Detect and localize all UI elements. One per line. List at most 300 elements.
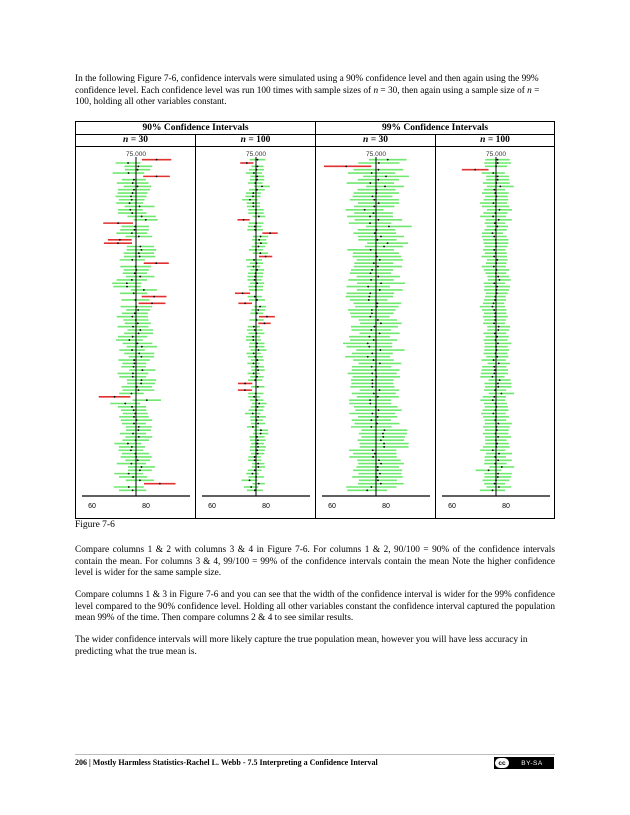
cc-license-badge[interactable] xyxy=(494,757,554,769)
sample-mean-point xyxy=(384,429,386,431)
sample-mean-point xyxy=(153,296,155,298)
sample-mean-point xyxy=(129,209,131,211)
sample-mean-point xyxy=(140,383,142,385)
sample-mean-point xyxy=(493,256,495,258)
sample-mean-point xyxy=(257,159,259,161)
sample-mean-point xyxy=(259,306,261,308)
axis-tick-label: 60 xyxy=(328,503,336,510)
sample-mean-point xyxy=(370,426,372,428)
sample-mean-point xyxy=(377,476,379,478)
sample-mean-point xyxy=(133,366,135,368)
sample-mean-point xyxy=(260,236,262,238)
sample-mean-point xyxy=(257,165,259,167)
axis-tick-label: 80 xyxy=(262,503,270,510)
sample-mean-point xyxy=(377,276,379,278)
sample-mean-point xyxy=(130,196,132,198)
sample-mean-point xyxy=(131,393,133,395)
sample-mean-point xyxy=(494,483,496,485)
sample-mean-point xyxy=(493,302,495,304)
sample-mean-point xyxy=(131,232,133,234)
sample-mean-point xyxy=(497,179,499,181)
sample-mean-point xyxy=(260,242,262,244)
sample-mean-point xyxy=(370,486,372,488)
sample-mean-point xyxy=(141,346,143,348)
sample-mean-point xyxy=(380,439,382,441)
sample-mean-point xyxy=(130,449,132,451)
sample-mean-point xyxy=(131,406,133,408)
sample-mean-point xyxy=(138,429,140,431)
sample-mean-point xyxy=(372,456,374,458)
group-header-90: 90% Confidence Intervals xyxy=(142,123,249,133)
sample-mean-point xyxy=(377,416,379,418)
sample-mean-point xyxy=(256,269,258,271)
sample-mean-point xyxy=(256,282,258,284)
sample-mean-point xyxy=(382,433,384,435)
sample-mean-point xyxy=(131,446,133,448)
sample-mean-point xyxy=(369,216,371,218)
sample-mean-point xyxy=(380,236,382,238)
true-mean-label: 75.000 xyxy=(126,151,146,158)
sample-mean-point xyxy=(493,236,495,238)
sample-mean-point xyxy=(131,259,133,261)
sample-mean-point xyxy=(497,175,499,177)
sample-mean-point xyxy=(256,449,258,451)
col-header-2: n = 100 xyxy=(240,135,271,145)
sample-mean-point xyxy=(126,286,128,288)
sample-mean-point xyxy=(117,242,119,244)
ci-panel-99-n30 xyxy=(322,148,430,514)
sample-mean-point xyxy=(497,383,499,385)
sample-mean-point xyxy=(374,326,376,328)
axis-tick-label: 60 xyxy=(448,503,456,510)
sample-mean-point xyxy=(132,336,134,338)
sample-mean-point xyxy=(373,199,375,201)
sample-mean-point xyxy=(243,219,245,221)
sample-mean-point xyxy=(499,185,501,187)
compare-paragraph-1: Compare columns 1 & 2 with columns 3 & 4 in Figure 7-6. For columns 1 & 2, 90/100 = 90% of the confidence intervals contain the mean. For columns 3 & 4, 99/100 = 99% of the confidence intervals contain the mean Note the higher confidence level is wider for the same sample size. xyxy=(75,545,555,579)
sample-mean-point xyxy=(146,399,148,401)
sample-mean-point xyxy=(132,182,134,184)
sample-mean-point xyxy=(252,339,254,341)
sample-mean-point xyxy=(377,396,379,398)
sample-mean-point xyxy=(494,332,496,334)
sample-mean-point xyxy=(133,179,135,181)
sample-mean-point xyxy=(254,456,256,458)
sample-mean-point xyxy=(131,349,133,351)
sample-mean-point xyxy=(252,336,254,338)
sample-mean-point xyxy=(254,279,256,281)
sample-mean-point xyxy=(492,413,494,415)
sample-mean-point xyxy=(371,366,373,368)
sample-mean-point xyxy=(364,209,366,211)
sample-mean-point xyxy=(380,349,382,351)
sample-mean-point xyxy=(128,339,130,341)
cc-icon: cc xyxy=(495,758,509,768)
sample-mean-point xyxy=(137,169,139,171)
axis-tick-label: 80 xyxy=(382,503,390,510)
ci-panel-90-n100 xyxy=(202,148,310,514)
sample-mean-point xyxy=(377,266,379,268)
sample-mean-point xyxy=(138,332,140,334)
sample-mean-point xyxy=(257,366,259,368)
sample-mean-point xyxy=(498,326,500,328)
sample-mean-point xyxy=(257,406,259,408)
sample-mean-point xyxy=(499,209,501,211)
sample-mean-point xyxy=(128,172,130,174)
sample-mean-point xyxy=(256,359,258,361)
sample-mean-point xyxy=(372,413,374,415)
sample-mean-point xyxy=(382,436,384,438)
sample-mean-point xyxy=(131,279,133,281)
sample-mean-point xyxy=(256,175,258,177)
sample-mean-point xyxy=(383,446,385,448)
sample-mean-point xyxy=(377,469,379,471)
col-header-4: n = 100 xyxy=(480,135,510,145)
sample-mean-point xyxy=(253,352,255,354)
sample-mean-point xyxy=(139,329,141,331)
sample-mean-point xyxy=(379,473,381,475)
conclusion-paragraph: The wider confidence intervals will more likely capture the true population mean, however you will have less accuracy in predicting what the true mean is. xyxy=(75,635,528,657)
sample-mean-point xyxy=(266,316,268,318)
sample-mean-point xyxy=(257,416,259,418)
sample-mean-point xyxy=(372,196,374,198)
sample-mean-point xyxy=(371,309,373,311)
sample-mean-point xyxy=(138,389,140,391)
sample-mean-point xyxy=(380,463,382,465)
sample-mean-point xyxy=(369,316,371,318)
sample-mean-point xyxy=(257,443,259,445)
sample-mean-point xyxy=(492,399,494,401)
sample-mean-point xyxy=(139,246,141,248)
sample-mean-point xyxy=(260,433,262,435)
sample-mean-point xyxy=(137,342,139,344)
sample-mean-point xyxy=(493,266,495,268)
col-divider-3 xyxy=(435,134,436,518)
sample-mean-point xyxy=(369,403,371,405)
sample-mean-point xyxy=(127,443,129,445)
sample-mean-point xyxy=(252,426,254,428)
sample-mean-point xyxy=(370,329,372,331)
sample-mean-point xyxy=(132,489,134,491)
sample-mean-point xyxy=(242,292,244,294)
sample-mean-point xyxy=(141,249,143,251)
sample-mean-point xyxy=(378,202,380,204)
sample-mean-point xyxy=(133,423,135,425)
sample-mean-point xyxy=(498,453,500,455)
sample-mean-point xyxy=(257,446,259,448)
true-mean-label: 75.000 xyxy=(246,151,266,158)
sample-mean-point xyxy=(496,336,498,338)
sample-mean-point xyxy=(156,159,158,161)
figure-7-6-table xyxy=(75,121,555,519)
sample-mean-point xyxy=(345,165,347,167)
sample-mean-point xyxy=(253,373,255,375)
sample-mean-point xyxy=(258,403,260,405)
sample-mean-point xyxy=(377,466,379,468)
sample-mean-point xyxy=(257,466,259,468)
sample-mean-point xyxy=(254,469,256,471)
axis-tick-label: 80 xyxy=(142,503,150,510)
sample-mean-point xyxy=(133,189,135,191)
sample-mean-point xyxy=(367,286,369,288)
sample-mean-point xyxy=(493,396,495,398)
sample-mean-point xyxy=(367,342,369,344)
sample-mean-point xyxy=(257,439,259,441)
sample-mean-point xyxy=(133,416,135,418)
sample-mean-point xyxy=(253,326,255,328)
sample-mean-point xyxy=(254,459,256,461)
sample-mean-point xyxy=(159,483,161,485)
sample-mean-point xyxy=(497,436,499,438)
axis-tick-label: 80 xyxy=(502,503,510,510)
sample-mean-point xyxy=(497,423,499,425)
sample-mean-point xyxy=(377,319,379,321)
sample-mean-point xyxy=(379,259,381,261)
sample-mean-point xyxy=(258,216,260,218)
sample-mean-point xyxy=(133,292,135,294)
sample-mean-point xyxy=(492,172,494,174)
sample-mean-point xyxy=(254,329,256,331)
footer-rule xyxy=(75,754,555,755)
sample-mean-point xyxy=(372,449,374,451)
sample-mean-point xyxy=(252,192,254,194)
sample-mean-point xyxy=(497,473,499,475)
sample-mean-point xyxy=(129,202,131,204)
sample-mean-point xyxy=(372,386,374,388)
sample-mean-point xyxy=(498,279,500,281)
sample-mean-point xyxy=(497,276,499,278)
sample-mean-point xyxy=(498,219,500,221)
sample-mean-point xyxy=(376,302,378,304)
sample-mean-point xyxy=(378,162,380,164)
sample-mean-point xyxy=(499,379,501,381)
sample-mean-point xyxy=(496,356,498,358)
sample-mean-point xyxy=(370,249,372,251)
sample-mean-point xyxy=(379,389,381,391)
sample-mean-point xyxy=(137,165,139,167)
sample-mean-point xyxy=(385,175,387,177)
figure-caption: Figure 7-6 xyxy=(75,520,115,530)
sample-mean-point xyxy=(493,359,495,361)
sample-mean-point xyxy=(139,469,141,471)
sample-mean-point xyxy=(373,339,375,341)
sample-mean-point xyxy=(269,232,271,234)
sample-mean-point xyxy=(257,386,259,388)
sample-mean-point xyxy=(133,363,135,365)
sample-mean-point xyxy=(258,483,260,485)
sample-mean-point xyxy=(250,486,252,488)
sample-mean-point xyxy=(252,473,254,475)
sample-mean-point xyxy=(258,349,260,351)
sample-mean-point xyxy=(131,199,133,201)
sample-mean-point xyxy=(137,459,139,461)
sample-mean-point xyxy=(254,226,256,228)
sample-mean-point xyxy=(253,266,255,268)
sample-mean-point xyxy=(246,162,248,164)
sample-mean-point xyxy=(371,373,373,375)
sample-mean-point xyxy=(371,352,373,354)
sample-mean-point xyxy=(141,466,143,468)
sample-mean-point xyxy=(258,239,260,241)
sample-mean-point xyxy=(372,383,374,385)
sample-mean-point xyxy=(252,206,254,208)
sample-mean-point xyxy=(132,192,134,194)
sample-mean-point xyxy=(379,332,381,334)
cc-by-sa-label: BY-SA xyxy=(521,759,543,767)
sample-mean-point xyxy=(151,302,153,304)
sample-mean-point xyxy=(134,229,136,231)
sample-mean-point xyxy=(501,393,503,395)
sample-mean-point xyxy=(493,282,495,284)
sample-mean-point xyxy=(139,276,141,278)
sample-mean-point xyxy=(369,182,371,184)
sample-mean-point xyxy=(259,252,261,254)
sample-mean-point xyxy=(371,312,373,314)
sample-mean-point xyxy=(257,423,259,425)
sample-mean-point xyxy=(367,356,369,358)
sample-mean-point xyxy=(497,159,499,161)
sample-mean-point xyxy=(387,242,389,244)
sample-mean-point xyxy=(370,419,372,421)
sample-mean-point xyxy=(127,162,129,164)
sample-mean-point xyxy=(373,262,375,264)
sample-mean-point xyxy=(258,246,260,248)
sample-mean-point xyxy=(138,252,140,254)
sample-mean-point xyxy=(493,366,495,368)
col-divider-2 xyxy=(315,122,316,518)
sample-mean-point xyxy=(155,262,157,264)
sample-mean-point xyxy=(139,206,141,208)
sample-mean-point xyxy=(377,179,379,181)
sample-mean-point xyxy=(493,322,495,324)
sample-mean-point xyxy=(497,476,499,478)
sample-mean-point xyxy=(378,409,380,411)
sample-mean-point xyxy=(369,399,371,401)
sample-mean-point xyxy=(373,206,375,208)
sample-mean-point xyxy=(369,336,371,338)
axis-tick-label: 60 xyxy=(208,503,216,510)
sample-mean-point xyxy=(371,379,373,381)
sample-mean-point xyxy=(493,202,495,204)
sample-mean-point xyxy=(253,396,255,398)
sample-mean-point xyxy=(138,436,140,438)
sample-mean-point xyxy=(380,322,382,324)
sample-mean-point xyxy=(378,169,380,171)
sample-mean-point xyxy=(371,172,373,174)
sample-mean-point xyxy=(383,246,385,248)
sample-mean-point xyxy=(137,322,139,324)
sample-mean-point xyxy=(252,196,254,198)
sample-mean-point xyxy=(496,259,498,261)
true-mean-label: 75.000 xyxy=(366,151,386,158)
sample-mean-point xyxy=(374,453,376,455)
sample-mean-point xyxy=(141,379,143,381)
sample-mean-point xyxy=(257,369,259,371)
sample-mean-point xyxy=(373,212,375,214)
sample-mean-point xyxy=(131,212,133,214)
sample-mean-point xyxy=(373,359,375,361)
sample-mean-point xyxy=(369,222,371,224)
sample-mean-point xyxy=(498,363,500,365)
sample-mean-point xyxy=(492,216,494,218)
sample-mean-point xyxy=(369,292,371,294)
sample-mean-point xyxy=(128,486,130,488)
ci-panel-99-n100 xyxy=(442,148,550,514)
sample-mean-point xyxy=(253,259,255,261)
sample-mean-point xyxy=(130,463,132,465)
sample-mean-point xyxy=(370,272,372,274)
sample-mean-point xyxy=(143,289,145,291)
sample-mean-point xyxy=(145,219,147,221)
sample-mean-point xyxy=(370,279,372,281)
group-header-99: 99% Confidence Intervals xyxy=(381,123,489,133)
sample-mean-point xyxy=(492,489,494,491)
sample-mean-point xyxy=(377,479,379,481)
sample-mean-point xyxy=(244,383,246,385)
sample-mean-point xyxy=(497,329,499,331)
sample-mean-point xyxy=(134,272,136,274)
sample-mean-point xyxy=(141,216,143,218)
sample-mean-point xyxy=(257,463,259,465)
sample-mean-point xyxy=(249,199,251,201)
sample-mean-point xyxy=(138,236,140,238)
sample-mean-point xyxy=(366,489,368,491)
sample-mean-point xyxy=(497,386,499,388)
sample-mean-point xyxy=(497,342,499,344)
sample-mean-point xyxy=(133,359,135,361)
sample-mean-point xyxy=(128,473,130,475)
sample-mean-point xyxy=(388,226,390,228)
sample-mean-point xyxy=(138,352,140,354)
sample-mean-point xyxy=(493,309,495,311)
sample-mean-point xyxy=(139,256,141,258)
sample-mean-point xyxy=(387,159,389,161)
sample-mean-point xyxy=(137,185,139,187)
sample-mean-point xyxy=(260,429,262,431)
sample-mean-point xyxy=(124,403,126,405)
sample-mean-point xyxy=(493,373,495,375)
axis-tick-label: 60 xyxy=(88,503,96,510)
sample-mean-point xyxy=(497,459,499,461)
sample-mean-point xyxy=(474,169,476,171)
sample-mean-point xyxy=(501,466,503,468)
sample-mean-point xyxy=(119,239,121,241)
sample-mean-point xyxy=(379,289,381,291)
sample-mean-point xyxy=(132,373,134,375)
sample-mean-point xyxy=(368,296,370,298)
sample-mean-point xyxy=(379,363,381,365)
sample-mean-point xyxy=(131,316,133,318)
sample-mean-point xyxy=(138,426,140,428)
sample-mean-point xyxy=(257,453,259,455)
sample-mean-point xyxy=(377,239,379,241)
sample-mean-point xyxy=(492,232,494,234)
sample-mean-point xyxy=(117,222,119,224)
sample-mean-point xyxy=(139,479,141,481)
sample-mean-point xyxy=(493,189,495,191)
sample-mean-point xyxy=(249,479,251,481)
sample-mean-point xyxy=(265,256,267,258)
footer-text: 206 | Mostly Harmless Statistics-Rachel L. Webb - 7.5 Interpreting a Confidence Interval xyxy=(75,758,378,767)
col-header-1: n = 30 xyxy=(123,135,148,145)
intro-paragraph: In the following Figure 7-6, confidence intervals were simulated using a 90% confidence level and then again using the 99% confidence level. Each confidence level was run 100 times with sample sizes of n = 30, then again using a sample size of n = 100, holding all other variables constant. xyxy=(75,74,540,108)
sample-mean-point xyxy=(257,309,259,311)
sample-mean-point xyxy=(383,443,385,445)
sample-mean-point xyxy=(252,202,254,204)
true-mean-label: 75.000 xyxy=(486,151,506,158)
sample-mean-point xyxy=(133,409,135,411)
sample-mean-point xyxy=(496,286,498,288)
